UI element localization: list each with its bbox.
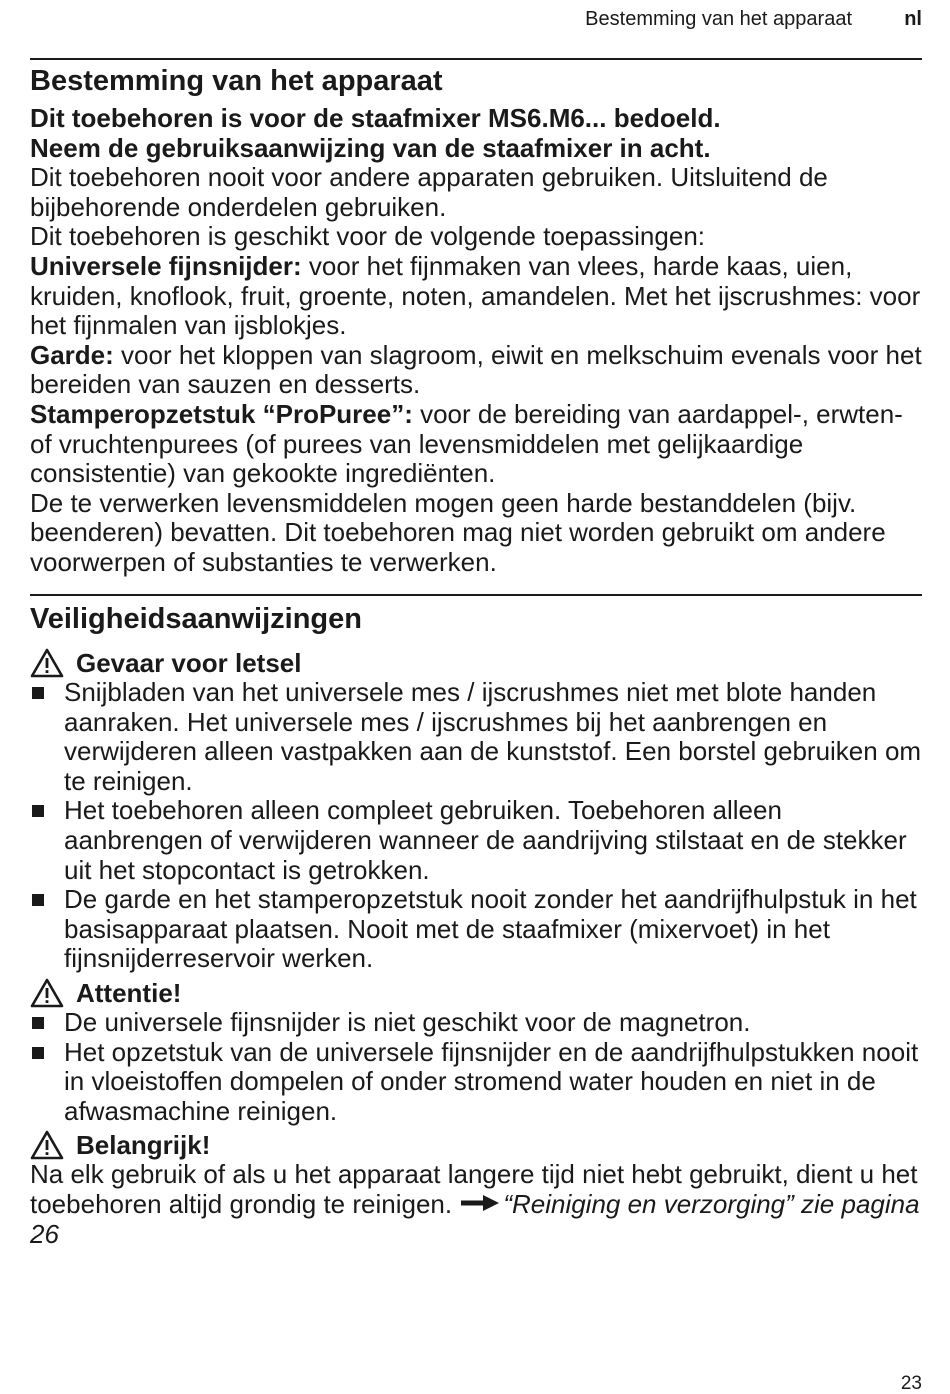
header-divider xyxy=(30,58,922,60)
list-item-text: Het toebehoren alleen compleet gebruiken. Toebehoren alleen aanbrengen of verwijderen wanneer de aandrijving stilstaat en de stekker uit het stopcontact is getrokken. xyxy=(64,795,907,885)
list-item xyxy=(30,678,922,796)
intro-bold-1: Dit toebehoren is voor de staafmixer MS6.M6... bedoeld. xyxy=(30,103,721,133)
masher-text: voor de bereiding van aardappel-, erwten- of vruchtenpurees (of purees van levensmiddelen met gelijkaardige consistentie) van gekookte ingrediënten. xyxy=(30,398,903,489)
language-code: nl xyxy=(904,8,922,30)
processing-restriction: De te verwerken levensmiddelen mogen geen harde bestanddelen (bijv. beenderen) bevatten. Dit toebehoren mag niet worden gebruikt om andere voorwerpen of substanties te verwerken. xyxy=(30,487,886,577)
universal-chopper-text: voor het fijnmaken van vlees, harde kaas, uien, kruiden, knoflook, fruit, groente, noten, amandelen. Met het ijscrushmes: voor het fijnmalen van ijsblokjes. xyxy=(30,250,921,341)
safety-instructions xyxy=(30,648,922,1249)
application-universal-chopper xyxy=(30,252,922,341)
bullet-square-icon xyxy=(32,1047,44,1059)
attention-title: Attentie! xyxy=(76,977,182,1008)
list-item-text: De garde en het stamperopzetstuk nooit zonder het aandrijfhulpstuk in het basisapparaat plaatsen. Nooit met de staafmixer (mixervoet) in het fijnsnijderreservoir werken. xyxy=(64,884,917,974)
cross-reference-link[interactable]: “Reiniging en verzorging” zie pagina 26 xyxy=(30,1188,920,1249)
list-item xyxy=(30,796,922,885)
important-title: Belangrijk! xyxy=(76,1130,211,1161)
whisk-text: voor het kloppen van slagroom, eiwit en melkschuim evenals voor het bereiden van sauzen en desserts. xyxy=(30,339,922,400)
bullet-square-icon xyxy=(32,805,44,817)
arrow-right-icon xyxy=(461,1195,499,1211)
list-item-text: Snijbladen van het universele mes / ijscrushmes niet met blote handen aanraken. Het universele mes / ijscrushmes bij het aanbrengen en verwijderen alleen vastpakken aan de kunststof. Een borstel gebruiken om te reinigen. xyxy=(64,677,922,796)
applications-intro: Dit toebehoren is geschikt voor de volgende toepassingen: xyxy=(30,221,705,252)
attention-list xyxy=(30,1008,922,1126)
application-whisk xyxy=(30,341,922,400)
injury-warning-title: Gevaar voor letsel xyxy=(76,648,302,678)
attention-heading xyxy=(30,978,922,1008)
masher-label: Stamperopzetstuk “ProPuree”: xyxy=(30,398,413,429)
application-masher xyxy=(30,400,922,489)
running-header-title: Bestemming van het apparaat xyxy=(585,8,852,30)
warning-triangle-icon xyxy=(30,978,64,1008)
intro-bold-2: Neem de gebruiksaanwijzing van de staafmixer in acht. xyxy=(30,132,711,163)
whisk-label: Garde: xyxy=(30,339,114,370)
bullet-square-icon xyxy=(32,894,44,906)
list-item xyxy=(30,1038,922,1127)
usage-restriction: Dit toebehoren nooit voor andere apparaten gebruiken. Uitsluitend de bijbehorende onderdelen gebruiken. xyxy=(30,162,828,222)
important-text xyxy=(30,1160,922,1249)
section-title-safety: Veiligheidsaanwijzingen xyxy=(30,603,362,635)
warning-triangle-icon xyxy=(30,1130,64,1160)
purpose-text xyxy=(30,104,922,578)
section-title-purpose: Bestemming van het apparaat xyxy=(30,65,443,97)
bullet-square-icon xyxy=(32,1017,44,1029)
running-header xyxy=(30,6,922,32)
important-heading xyxy=(30,1130,922,1160)
list-item-text: Het opzetstuk van de universele fijnsnijder en de aandrijfhulpstukken nooit in vloeistoffen dompelen of onder stromend water houden en niet in de afwasmachine reinigen. xyxy=(64,1036,919,1126)
list-item xyxy=(30,1008,922,1038)
page-number: 23 xyxy=(900,1373,922,1394)
section-divider xyxy=(30,594,922,596)
universal-chopper-label: Universele fijnsnijder: xyxy=(30,250,302,281)
bullet-square-icon xyxy=(32,687,44,699)
warning-triangle-icon xyxy=(30,648,64,678)
injury-warning-list xyxy=(30,678,922,974)
injury-warning-heading xyxy=(30,648,922,678)
list-item-text: De universele fijnsnijder is niet geschikt voor de magnetron. xyxy=(64,1006,751,1037)
important-body: Na elk gebruik of als u het apparaat langere tijd niet hebt gebruikt, dient u het toebehoren altijd grondig te reinigen. xyxy=(30,1159,918,1219)
list-item xyxy=(30,885,922,974)
